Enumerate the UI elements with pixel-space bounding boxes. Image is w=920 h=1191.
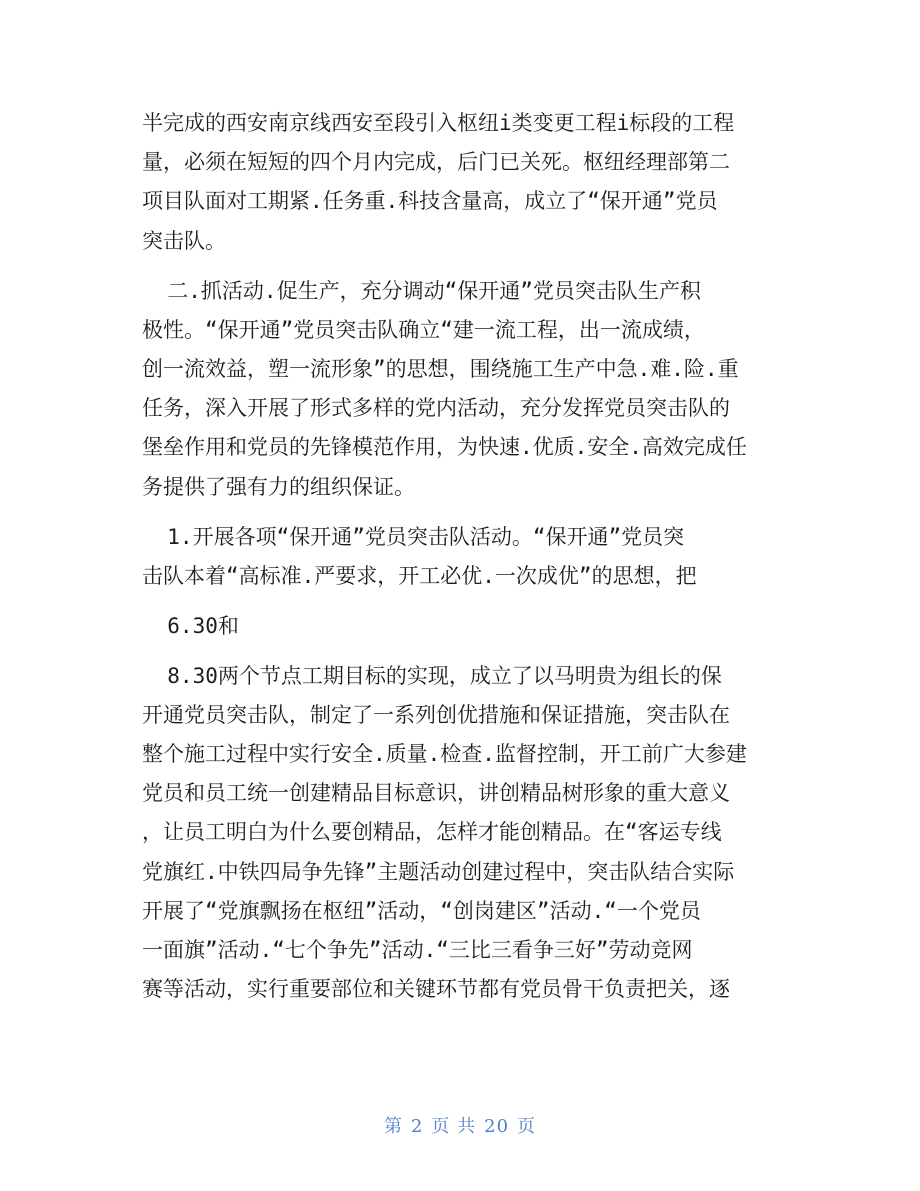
text-line: 8.30两个节点工期目标的实现，成立了以马明贵为组长的保	[142, 663, 722, 688]
text-line: 项目队面对工期紧.任务重.科技含量高，成立了“保开通”党员	[142, 189, 718, 214]
footer-prefix: 第	[383, 1116, 403, 1137]
text-line: 半完成的西安南京线西安至段引入枢纽i类变更工程i标段的工程	[142, 111, 735, 135]
footer-mid: 页 共	[431, 1116, 477, 1137]
total-pages: 20	[484, 1116, 510, 1137]
text-line: 赛等活动，实行重要部位和关键环节都有党员骨干负责把关，逐	[142, 977, 730, 1002]
text-line: 突击队。	[142, 228, 226, 253]
text-line: 一面旗”活动.“七个争先”活动.“三比三看争三好”劳动竞网	[142, 938, 693, 962]
text-line: 堡垒作用和党员的先锋模范作用，为快速.优质.安全.高效完成任	[142, 435, 747, 460]
text-line: 开通党员突击队，制定了一系列创优措施和保证措施，突击队在	[142, 702, 730, 727]
text-line: 任务，深入开展了形式多样的党内活动，充分发挥党员突击队的	[142, 396, 730, 421]
text-line: 量，必须在短短的四个月内完成，后门已关死。枢纽经理部第二	[142, 150, 730, 175]
footer-suffix: 页	[517, 1116, 537, 1137]
document-body	[142, 104, 782, 1009]
text-line: 二.抓活动.促生产，充分调动“保开通”党员突击队生产积	[142, 278, 701, 303]
text-line: 党员和员工统一创建精品目标意识，讲创精品树形象的重大意义	[142, 781, 730, 806]
text-line: 开展了“党旗飘扬在枢纽”活动，“创岗建区”活动.“一个党员	[142, 898, 701, 923]
text-line: 务提供了强有力的组织保证。	[142, 474, 415, 499]
text-line: 党旗红.中铁四局争先锋”主题活动创建过程中，突击队结合实际	[142, 859, 735, 884]
page-number: 2	[410, 1116, 424, 1137]
text-line: ，让员工明白为什么要创精品，怎样才能创精品。在“客运专线	[142, 820, 722, 845]
text-line: 6.30和	[142, 613, 239, 638]
text-line: 1.开展各项“保开通”党员突击队活动。“保开通”党员突	[142, 524, 685, 549]
text-line: 整个施工过程中实行安全.质量.检查.监督控制，开工前广大参建	[142, 742, 747, 767]
text-line: 击队本着“高标准.严要求，开工必优.一次成优”的思想，把	[142, 563, 697, 588]
text-line: 创一流效益，塑一流形象”的思想，围绕施工生产中急.难.险.重	[142, 356, 739, 381]
text-line: 极性。“保开通”党员突击队确立“建一流工程，出一流成绩，	[142, 317, 705, 342]
page-footer	[0, 1112, 920, 1138]
